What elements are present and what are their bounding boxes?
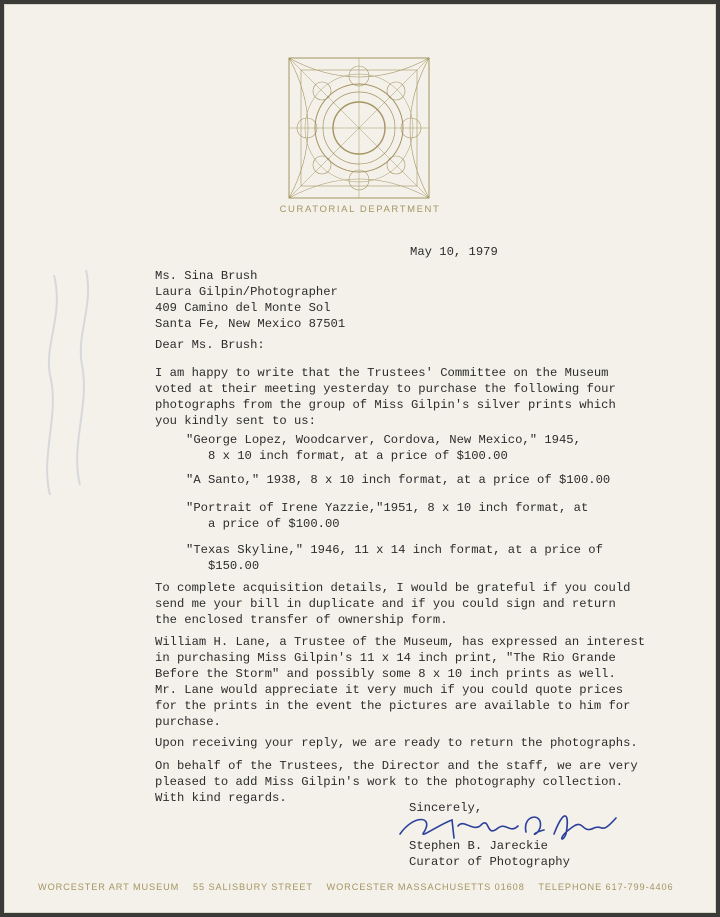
paragraph-line: I am happy to write that the Trustees' Committee on the Museum: [155, 366, 609, 380]
closing: Sincerely,: [409, 801, 483, 815]
paragraph-line: pleased to add Miss Gilpin's work to the photography collection.: [155, 775, 624, 789]
recipient-name: Ms. Sina Brush: [155, 269, 258, 283]
paragraph-line: To complete acquisition details, I would be grateful if you could: [155, 581, 631, 595]
photo-item-4: "Texas Skyline," 1946, 11 x 14 inch format, at a price of: [186, 543, 603, 557]
paragraph-line: On behalf of the Trustees, the Director and the staff, we are very: [155, 759, 638, 773]
recipient-address: 409 Camino del Monte Sol: [155, 301, 331, 315]
salutation: Dear Ms. Brush:: [155, 338, 265, 352]
paragraph-line: you kindly sent to us:: [155, 414, 316, 428]
paragraph-line: the enclosed transfer of ownership form.: [155, 613, 448, 627]
paragraph-line: With kind regards.: [155, 791, 287, 805]
paragraph-line: purchase.: [155, 715, 221, 729]
paragraph-line: Upon receiving your reply, we are ready to return the photographs.: [155, 736, 638, 750]
paragraph-line: William H. Lane, a Trustee of the Museum, has expressed an interest: [155, 635, 646, 649]
photo-item-3-cont: a price of $100.00: [186, 517, 340, 531]
paragraph-line: send me your bill in duplicate and if you could sign and return: [155, 597, 616, 611]
ink-bleed-through: [30, 255, 120, 505]
department-name: CURATORIAL DEPARTMENT: [279, 204, 441, 215]
paragraph-line: in purchasing Miss Gilpin's 11 x 14 inch print, "The Rio Grande: [155, 651, 616, 665]
photo-item-3: "Portrait of Irene Yazzie,"1951, 8 x 10 inch format, at: [186, 501, 589, 515]
letter-date: May 10, 1979: [410, 245, 498, 259]
paragraph-line: for the prints in the event the pictures are available to him for: [155, 699, 631, 713]
signer-title: Curator of Photography: [409, 855, 570, 869]
paragraph-line: Mr. Lane would appreciate it very much if you could quote prices: [155, 683, 624, 697]
letterhead-footer: WORCESTER ART MUSEUM 55 SALISBURY STREET WORCESTER MASSACHUSETTS 01608 TELEPHONE 617-799-4406: [38, 882, 674, 892]
recipient-city: Santa Fe, New Mexico 87501: [155, 317, 346, 331]
paragraph-line: Before the Storm" and possibly some 8 x 10 inch prints as well.: [155, 667, 616, 681]
photo-item-4-cont: $150.00: [186, 559, 260, 573]
museum-logo-icon: [287, 56, 431, 200]
photo-item-1: "George Lopez, Woodcarver, Cordova, New Mexico," 1945,: [186, 433, 581, 447]
signer-name: Stephen B. Jareckie: [409, 839, 548, 853]
recipient-line: Laura Gilpin/Photographer: [155, 285, 338, 299]
photo-item-1-cont: 8 x 10 inch format, at a price of $100.00: [186, 449, 508, 463]
paragraph-line: voted at their meeting yesterday to purchase the following four: [155, 382, 616, 396]
paragraph-line: photographs from the group of Miss Gilpin's silver prints which: [155, 398, 616, 412]
photo-item-2: "A Santo," 1938, 8 x 10 inch format, at a price of $100.00: [186, 473, 611, 487]
